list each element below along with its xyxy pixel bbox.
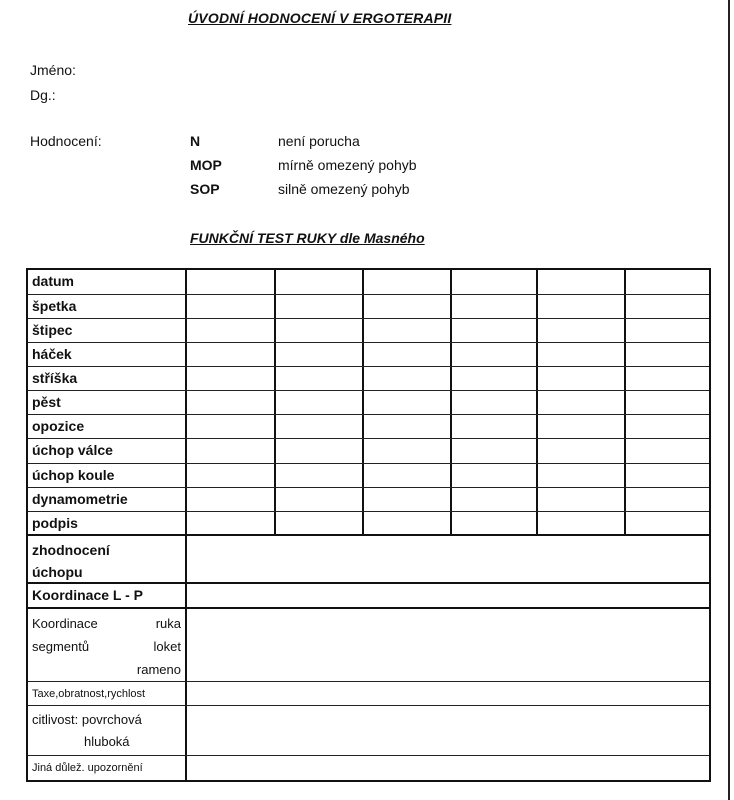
table-row — [28, 270, 709, 295]
grid-cell[interactable] — [626, 512, 709, 534]
grid-cell[interactable] — [276, 270, 364, 294]
grid-cell[interactable] — [276, 391, 364, 414]
grid-cell[interactable] — [364, 343, 452, 366]
grid-cell[interactable] — [538, 391, 626, 414]
citlivost-line: hluboká — [84, 734, 130, 749]
grid-cell[interactable] — [538, 488, 626, 511]
grid-cell[interactable] — [187, 439, 276, 463]
seg-line — [32, 635, 181, 658]
grid-cell[interactable] — [538, 367, 626, 390]
grid-cell[interactable] — [626, 343, 709, 366]
grid-cell[interactable] — [187, 367, 276, 390]
legend-code: SOP — [190, 181, 220, 197]
grid-cell[interactable] — [276, 319, 364, 342]
page-border — [728, 0, 730, 800]
grid-cell[interactable] — [626, 367, 709, 390]
hodnoceni-label: Hodnocení: — [30, 133, 102, 149]
grid-cell[interactable] — [538, 295, 626, 318]
grid-cell[interactable] — [364, 464, 452, 487]
grid-cell[interactable] — [364, 367, 452, 390]
grid-cell[interactable] — [276, 415, 364, 438]
table-row — [28, 367, 709, 391]
table-row — [28, 319, 709, 343]
grid-cell[interactable] — [626, 319, 709, 342]
wide-cell[interactable] — [187, 756, 709, 780]
grid-cell[interactable] — [452, 270, 538, 294]
table-row — [28, 391, 709, 415]
hand-test-table — [26, 268, 711, 782]
grid-cell[interactable] — [364, 512, 452, 534]
seg-text: segmentů — [32, 639, 90, 654]
table-row — [28, 512, 709, 536]
row-label-citlivost — [28, 706, 187, 755]
grid-cell[interactable] — [452, 343, 538, 366]
grid-cell[interactable] — [538, 415, 626, 438]
grid-cell[interactable] — [276, 512, 364, 534]
grid-cell[interactable] — [187, 512, 276, 534]
seg-text: ruka — [155, 616, 181, 631]
grid-cell[interactable] — [452, 488, 538, 511]
grid-cell[interactable] — [276, 295, 364, 318]
grid-cell[interactable] — [626, 439, 709, 463]
grid-cell[interactable] — [364, 391, 452, 414]
grid-cell[interactable] — [538, 512, 626, 534]
seg-text: Koordinace — [32, 616, 98, 631]
wide-cell[interactable] — [187, 609, 709, 681]
table-row — [28, 439, 709, 464]
grid-cell[interactable] — [626, 488, 709, 511]
table-row — [28, 415, 709, 439]
legend-code: N — [190, 133, 201, 149]
row-label-koordinace-lp: Koordinace L - P — [28, 584, 187, 607]
table-row — [28, 584, 709, 609]
grid-cell[interactable] — [187, 391, 276, 414]
row-label-datum: datum — [28, 270, 187, 294]
grid-cell[interactable] — [452, 439, 538, 463]
grid-cell[interactable] — [452, 367, 538, 390]
row-label-jina: Jiná důlež. upozornění — [28, 756, 187, 780]
grid-cell[interactable] — [276, 464, 364, 487]
table-row — [28, 682, 709, 706]
table-row — [28, 464, 709, 488]
row-label-dynamometrie: dynamometrie — [28, 488, 187, 511]
grid-cell[interactable] — [452, 512, 538, 534]
wide-cell[interactable] — [187, 584, 709, 607]
grid-cell[interactable] — [187, 488, 276, 511]
grid-cell[interactable] — [364, 295, 452, 318]
grid-cell[interactable] — [364, 488, 452, 511]
dg-label: Dg.: — [30, 87, 56, 103]
grid-cell[interactable] — [452, 464, 538, 487]
table-row — [28, 295, 709, 319]
grid-cell[interactable] — [187, 415, 276, 438]
test-title: FUNKČNÍ TEST RUKY dle Masného — [190, 230, 425, 246]
grid-cell[interactable] — [364, 319, 452, 342]
grid-cell[interactable] — [452, 391, 538, 414]
grid-cell[interactable] — [364, 415, 452, 438]
row-label-zhodnoceni — [28, 536, 187, 582]
row-label-pest: pěst — [28, 391, 187, 414]
grid-cell[interactable] — [626, 391, 709, 414]
row-label-koordinace-segmentu — [28, 609, 187, 681]
table-row — [28, 488, 709, 512]
grid-cell[interactable] — [187, 295, 276, 318]
legend-code: MOP — [190, 157, 222, 173]
legend-desc: mírně omezený pohyb — [278, 157, 417, 173]
legend-desc: není porucha — [278, 133, 360, 149]
grid-cell[interactable] — [538, 319, 626, 342]
row-label-opozice: opozice — [28, 415, 187, 438]
seg-text: rameno — [136, 662, 181, 677]
table-row — [28, 343, 709, 367]
grid-cell[interactable] — [276, 439, 364, 463]
table-row — [28, 536, 709, 584]
citlivost-line: citlivost: povrchová — [32, 712, 142, 727]
grid-cell[interactable] — [276, 343, 364, 366]
wide-cell[interactable] — [187, 706, 709, 755]
zhodnoceni-line: zhodnocení — [32, 542, 110, 558]
grid-cell[interactable] — [626, 415, 709, 438]
grid-cell[interactable] — [187, 464, 276, 487]
grid-cell[interactable] — [187, 343, 276, 366]
grid-cell[interactable] — [538, 439, 626, 463]
table-row — [28, 609, 709, 682]
grid-cell[interactable] — [187, 319, 276, 342]
row-label-stipec: štipec — [28, 319, 187, 342]
row-label-striska: stříška — [28, 367, 187, 390]
table-row — [28, 756, 709, 780]
wide-cell[interactable] — [187, 536, 709, 582]
table-row — [28, 706, 709, 756]
grid-cell[interactable] — [364, 439, 452, 463]
grid-cell[interactable] — [538, 343, 626, 366]
row-label-spetka: špetka — [28, 295, 187, 318]
row-label-uchop-koule: úchop koule — [28, 464, 187, 487]
row-label-hacek: háček — [28, 343, 187, 366]
grid-cell[interactable] — [276, 367, 364, 390]
grid-cell[interactable] — [364, 270, 452, 294]
seg-line — [32, 612, 181, 635]
grid-cell[interactable] — [187, 270, 276, 294]
grid-cell[interactable] — [626, 295, 709, 318]
grid-cell[interactable] — [626, 464, 709, 487]
form-title: ÚVODNÍ HODNOCENÍ V ERGOTERAPII — [188, 10, 452, 26]
wide-cell[interactable] — [187, 682, 709, 705]
seg-text: loket — [153, 639, 181, 654]
grid-cell[interactable] — [452, 295, 538, 318]
grid-cell[interactable] — [452, 319, 538, 342]
grid-cell[interactable] — [538, 270, 626, 294]
row-label-uchop-valce: úchop válce — [28, 439, 187, 463]
grid-cell[interactable] — [452, 415, 538, 438]
grid-cell[interactable] — [276, 488, 364, 511]
grid-cell[interactable] — [626, 270, 709, 294]
row-label-taxe: Taxe,obratnost,rychlost — [28, 682, 187, 705]
grid-cell[interactable] — [538, 464, 626, 487]
name-label: Jméno: — [30, 62, 76, 78]
legend-desc: silně omezený pohyb — [278, 181, 410, 197]
zhodnoceni-line: úchopu — [32, 564, 83, 580]
row-label-podpis: podpis — [28, 512, 187, 534]
